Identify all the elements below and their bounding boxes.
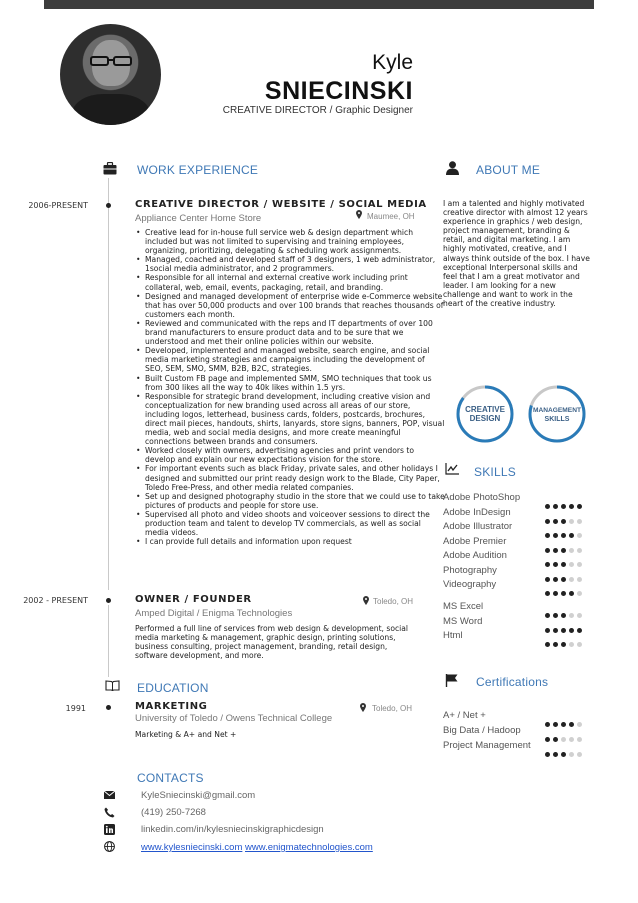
list-item: • Designed and managed development of enterprise wide e-Commerce website that has over 50,000 products and over 100 brands that reaches thousands of customers each month.: [145, 292, 445, 319]
rating-label: A+ / Net +: [443, 710, 486, 721]
job-1-date: 2006-PRESENT: [28, 201, 88, 210]
job-2-location: Toledo, OH: [373, 597, 414, 606]
job-2-description: Performed a full line of services from web design & development, social media marketing & management, graphic design, printing solutions, business consulting, project management, branding, retail design, software development, and more.: [135, 624, 409, 661]
skill-row: [443, 601, 593, 616]
list-item: • Managed, coached and developed staff of 3 designers, 1 web administrator, 1social media administrator, and 2 programmers.: [145, 255, 445, 273]
rating-row: [443, 725, 593, 740]
skill-name: Adobe Premier: [443, 535, 507, 547]
rating-dot: [553, 752, 558, 757]
rating-dot: [545, 642, 550, 647]
skill-row: [443, 630, 593, 645]
rating-dot: [577, 591, 582, 596]
timeline-dot: [106, 598, 111, 603]
headline: CREATIVE DIRECTOR / Graphic Designer: [222, 105, 413, 116]
management-skills-gauge: [527, 384, 587, 444]
skill-row: [443, 616, 593, 631]
gauge-label: SKILLS: [544, 416, 570, 423]
rating-dot: [569, 752, 574, 757]
phone-number: (419) 250-7268: [141, 807, 206, 818]
first-name: Kyle: [372, 51, 413, 74]
education-date: 1991: [65, 704, 86, 713]
skill-name: Videography: [443, 579, 497, 590]
briefcase-icon: [103, 162, 117, 175]
rating-dots: [545, 742, 585, 761]
timeline-dot: [106, 203, 111, 208]
work-experience-heading: WORK EXPERIENCE: [137, 163, 259, 177]
skill-name: Adobe Audition: [443, 550, 507, 561]
website-link-1[interactable]: www.kylesniecinski.com: [141, 842, 243, 853]
skill-row: [443, 536, 593, 551]
rating-label: Project Management: [443, 740, 531, 751]
rating-dot: [577, 642, 582, 647]
envelope-icon: [104, 791, 115, 799]
contacts-heading: CONTACTS: [137, 771, 204, 785]
rating-dot: [561, 752, 566, 757]
location-pin-icon: [360, 703, 366, 712]
skill-name: Adobe Illustrator: [443, 521, 513, 532]
rating-row: [443, 740, 593, 755]
skill-name: Html: [443, 630, 463, 641]
timeline-dot: [106, 705, 111, 710]
education-title: MARKETING: [135, 701, 208, 712]
about-heading: ABOUT ME: [476, 163, 541, 177]
rating-label: Big Data / Hadoop: [443, 725, 521, 736]
about-text: I am a talented and highly motivated creative director with almost 12 years experience in graphics / web design, project management, branding & retail, and digital marketing. I am highly motivated, creative, and I always think outside of the box. I have exceptional Interpersonal skills and feel that I am a great motivator and leader. I am looking for a new challenge and want to work in the heart of the creative industry.: [443, 199, 590, 309]
list-item: • I can provide full details and information upon request: [145, 537, 445, 546]
list-item: • For important events such as black Friday, private sales, and other holidays I designed and submitted our print ready design work to the Blade, City Paper, Toledo Free-Press, and other media related companies.: [145, 464, 445, 491]
last-name: SNIECINSKI: [264, 77, 413, 105]
rating-dot: [569, 591, 574, 596]
list-item: • Creative lead for in-house full service web & design department which included but was not limited to supervising and training employees, organizing, prioritizing, delegating & scheduling work assignments.: [145, 228, 445, 255]
location-pin-icon: [356, 210, 362, 219]
skill-row: [443, 521, 593, 536]
chart-icon: [445, 463, 459, 475]
certifications-list: [443, 710, 593, 755]
education-heading: EDUCATION: [137, 681, 209, 695]
skill-row: [443, 550, 593, 565]
skill-row: [443, 565, 593, 580]
location-pin-icon: [363, 596, 369, 605]
rating-dot: [545, 591, 550, 596]
rating-dot: [577, 752, 582, 757]
list-item: • Worked closely with owners, advertising agencies and print vendors to develop and explain our new expectations vision for the store.: [145, 446, 445, 464]
education-school: University of Toledo / Owens Technical College: [135, 713, 333, 724]
skill-rating: [545, 632, 585, 651]
skills-heading: SKILLS: [474, 465, 516, 479]
gauge-label: MANAGEMENT: [533, 407, 581, 414]
rating-dot: [561, 591, 566, 596]
job-2-date: 2002 - PRESENT: [23, 596, 88, 605]
flag-icon: [445, 673, 459, 687]
list-item: • Set up and designed photography studio in the store that we could use to take pictures of products and people for store use.: [145, 492, 445, 510]
skill-rating: [545, 581, 585, 600]
creative-design-gauge: [455, 384, 515, 444]
gauge-label: DESIGN: [469, 414, 501, 423]
list-item: • Responsible for all internal and external creative work including print collateral, web, email, events, packaging, retail, and branding.: [145, 273, 445, 291]
website-link-2[interactable]: www.enigmatechnologies.com: [245, 842, 373, 853]
skill-name: Photography: [443, 564, 497, 576]
skill-name: Adobe PhotoShop: [443, 492, 521, 503]
education-detail: Marketing & A+ and Net +: [135, 730, 237, 739]
website-links: [141, 842, 373, 853]
rating-row: [443, 710, 593, 725]
rating-dot: [553, 591, 558, 596]
job-2-title: OWNER / FOUNDER: [135, 594, 252, 605]
job-1-title: CREATIVE DIRECTOR / WEBSITE / SOCIAL MEDIA: [135, 199, 427, 210]
timeline-line: [108, 178, 109, 590]
globe-icon: [104, 841, 115, 852]
linkedin-link[interactable]: linkedin.com/in/kylesniecinskigraphicdesign: [141, 824, 324, 835]
book-icon: [105, 680, 120, 691]
rating-dot: [545, 752, 550, 757]
phone-icon: [104, 807, 115, 818]
job-2-company: Amped Digital / Enigma Technologies: [135, 608, 293, 619]
skill-name: MS Word: [443, 615, 483, 627]
certifications-heading: Certifications: [476, 675, 549, 689]
profile-photo: [60, 24, 161, 125]
linkedin-icon: [104, 824, 115, 835]
list-item: • Developed, implemented and managed website, search engine, and social media marketing strategies and campaigns including the development of SEO, SEM, SMO, SMM, B2B, B2C, strategies.: [145, 346, 445, 373]
skill-name: MS Excel: [443, 601, 484, 612]
rating-dot: [569, 642, 574, 647]
gauge-label: CREATIVE: [465, 405, 505, 414]
rating-dot: [553, 642, 558, 647]
skill-row: [443, 507, 593, 522]
list-item: • Built Custom FB page and implemented SMM, SMO techniques that took us from 300 likes all the way to 40k likes within 1.5 yrs.: [145, 374, 445, 392]
skill-row: [443, 579, 593, 601]
person-icon: [446, 161, 459, 175]
email-link[interactable]: KyleSniecinski@gmail.com: [141, 790, 256, 801]
skill-name: Adobe InDesign: [443, 506, 511, 518]
job-1-location: Maumee, OH: [367, 212, 415, 221]
job-1-company: Appliance Center Home Store: [135, 213, 262, 224]
timeline-line-2: [108, 605, 109, 677]
list-item: • Supervised all photo and video shoots and voiceover sessions to direct the production team and talent to develop TV commercials, as well as social media videos.: [145, 510, 445, 537]
skill-row: [443, 492, 593, 507]
list-item: • Responsible for strategic brand development, including creative vision and conceptualization for new branding used across all areas of our store, including logos, letterhead, business cards, folders, postcards, brochures, direct mail pieces, handouts, shirts, lanyards, store signs, banners, POP, visual media, web and social media designs, and more create meaningful connections between brands and consumers.: [145, 392, 445, 447]
rating-dot: [561, 642, 566, 647]
list-item: • Reviewed and communicated with the reps and IT departments of over 100 brand manufacturers to ensure product data and to be sure that we understood and met their online policies within our website.: [145, 319, 445, 346]
top-bar: [44, 0, 594, 9]
job-1-bullets: [135, 228, 445, 546]
education-location: Toledo, OH: [372, 704, 413, 713]
skills-list: [443, 492, 593, 645]
